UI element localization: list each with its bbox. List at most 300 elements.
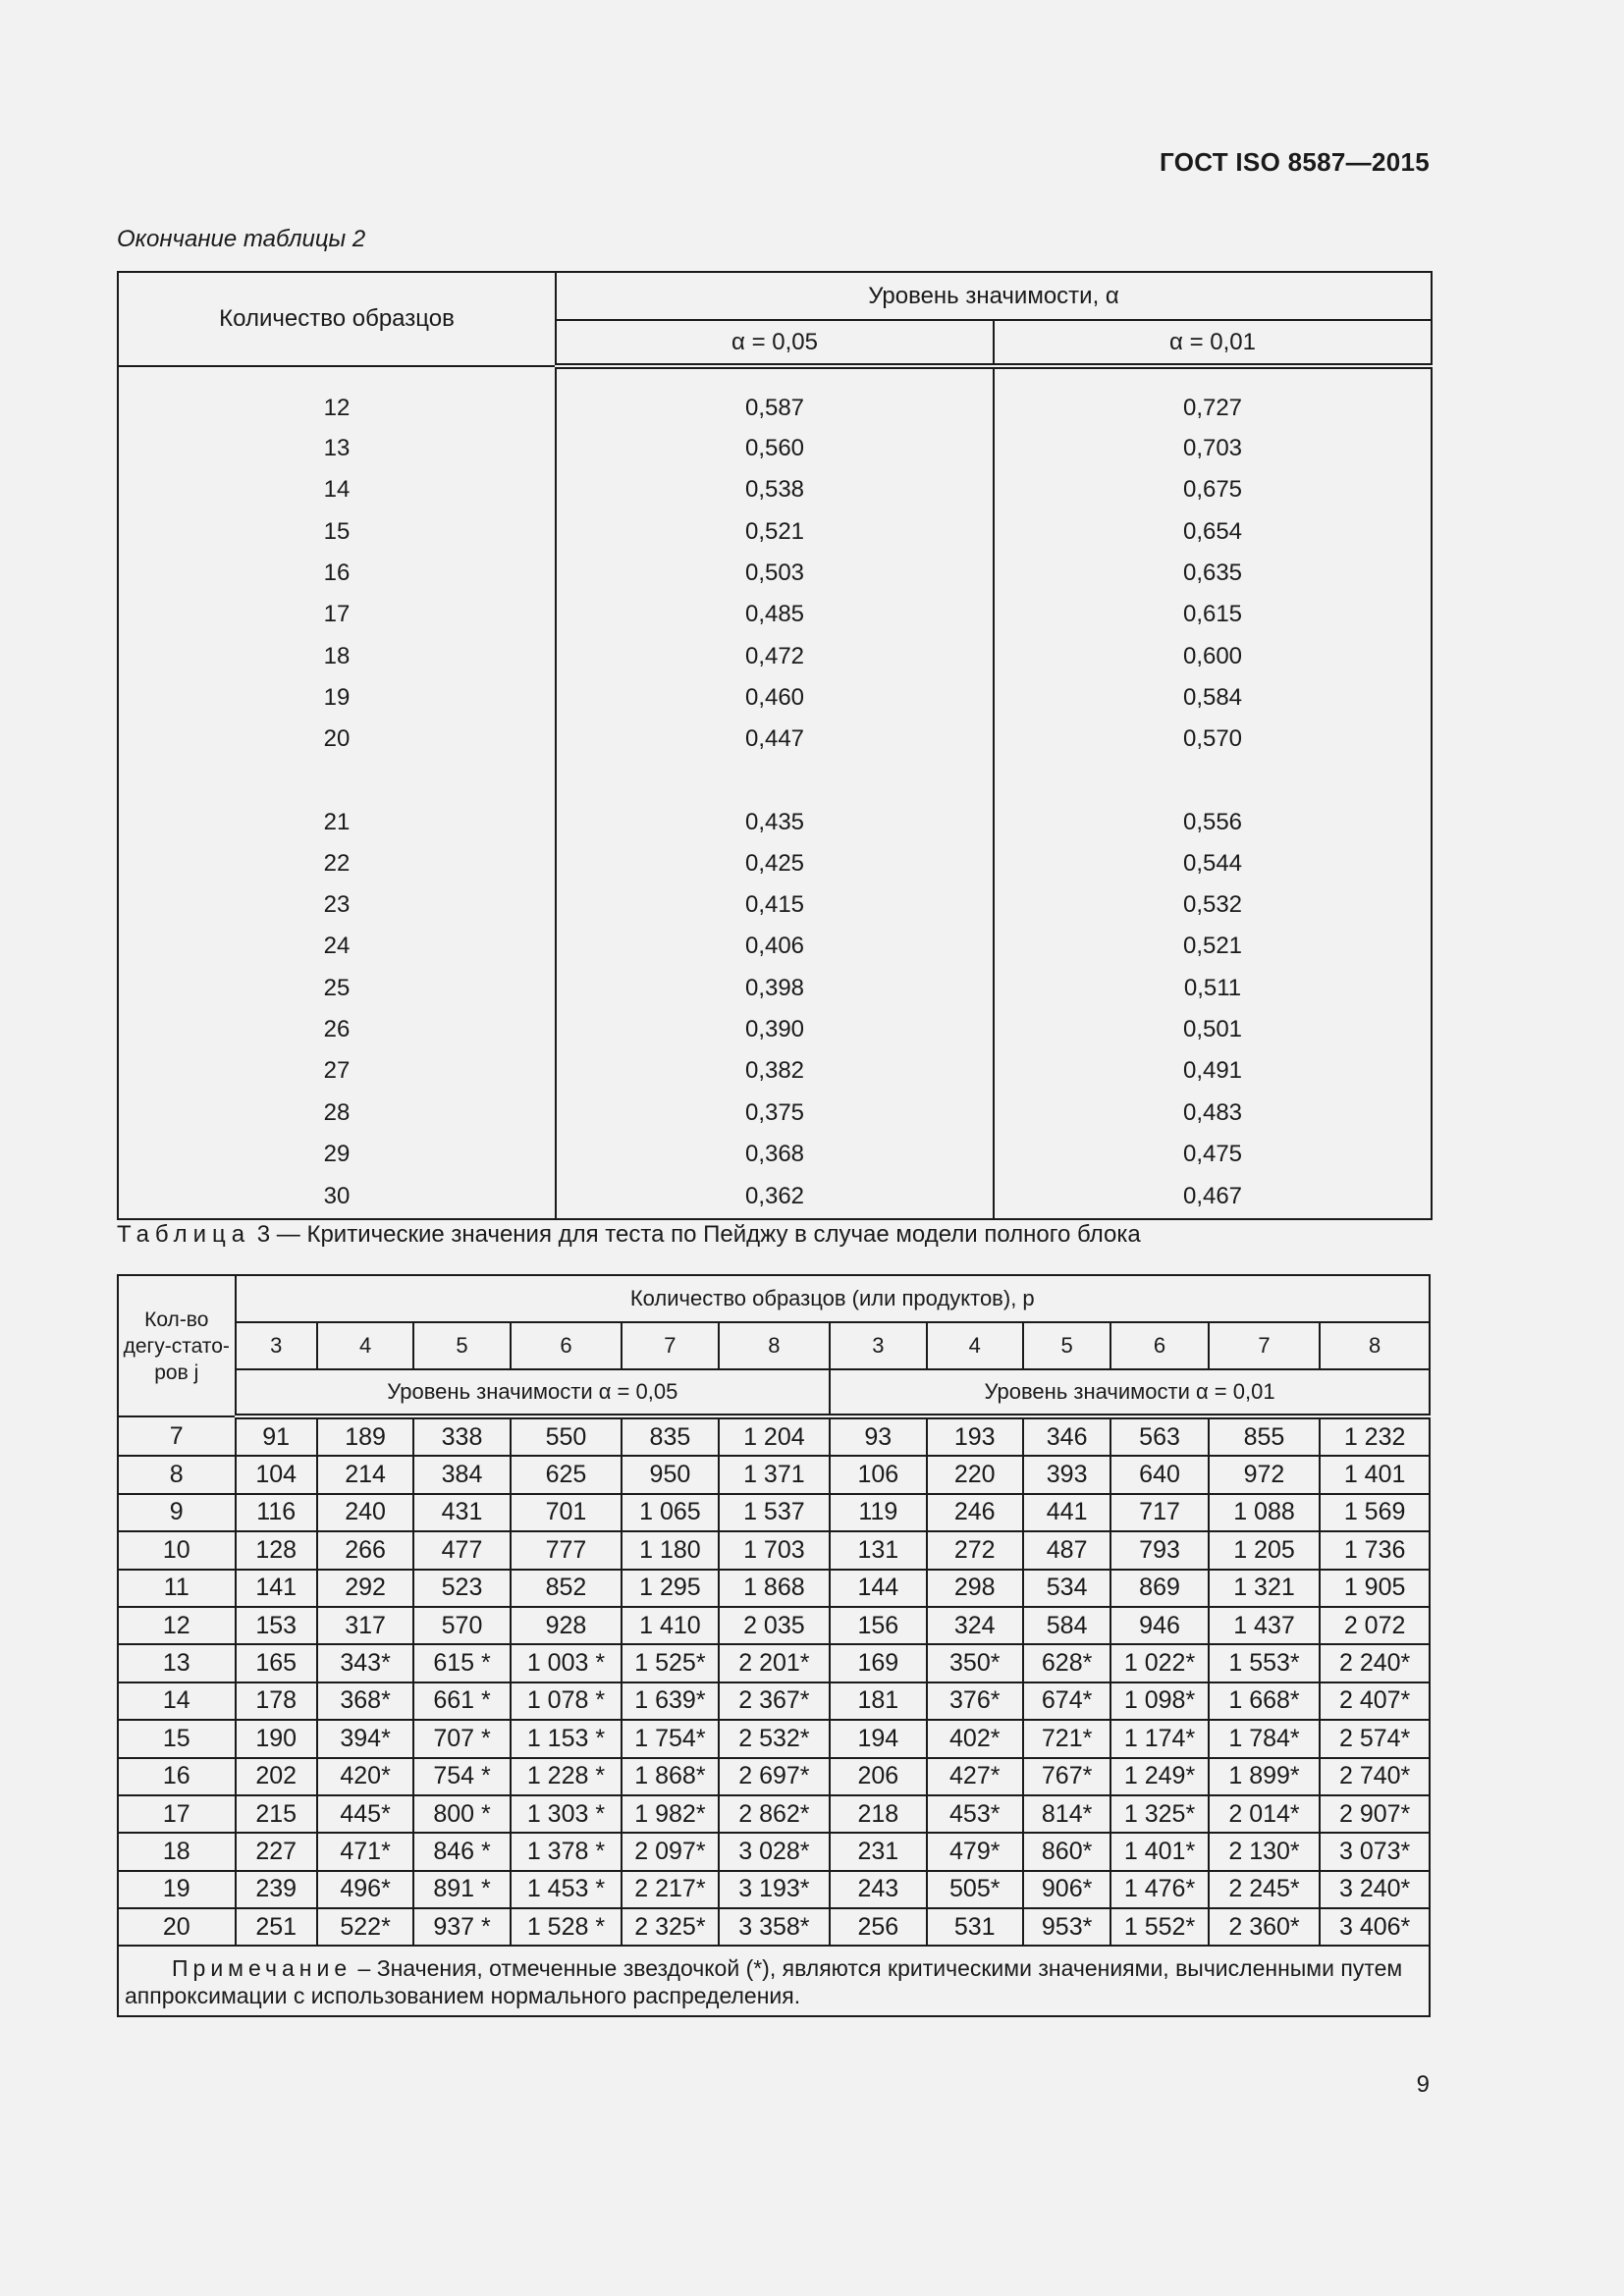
table3-cell: 2 360* bbox=[1209, 1908, 1320, 1946]
table3-cell: 869 bbox=[1110, 1570, 1208, 1607]
table2-cell: 0,654 bbox=[994, 511, 1432, 553]
table3-cell: 835 bbox=[622, 1416, 718, 1456]
table3-cell: 384 bbox=[413, 1456, 510, 1493]
table3-cell: 1 205 bbox=[1209, 1531, 1320, 1569]
table3-cell: 570 bbox=[413, 1607, 510, 1644]
table2-row bbox=[118, 719, 1432, 760]
table3-note-row bbox=[118, 1946, 1430, 2016]
table2-row bbox=[118, 469, 1432, 510]
table3-cell: 1 537 bbox=[719, 1494, 830, 1531]
table3-cell: 3 240* bbox=[1320, 1871, 1430, 1908]
table3-cell: 2 862* bbox=[719, 1795, 830, 1833]
table3-cell: 91 bbox=[236, 1416, 317, 1456]
table2-cell: 0,382 bbox=[556, 1050, 994, 1092]
table2-cell: 0,675 bbox=[994, 469, 1432, 510]
table3-tasters-cell: 9 bbox=[118, 1494, 236, 1531]
table3-cell: 1 174* bbox=[1110, 1720, 1208, 1757]
table3-cell: 2 245* bbox=[1209, 1871, 1320, 1908]
table2-cell: 0,570 bbox=[994, 719, 1432, 760]
table3-row bbox=[118, 1570, 1430, 1607]
table2-cell: 0,485 bbox=[556, 594, 994, 635]
table2-row bbox=[118, 594, 1432, 635]
table2-row bbox=[118, 366, 1432, 428]
table2-row bbox=[118, 1092, 1432, 1133]
table3-cell: 431 bbox=[413, 1494, 510, 1531]
table3-header-level-005: Уровень значимости α = 0,05 bbox=[236, 1369, 831, 1416]
table3-tasters-cell: 18 bbox=[118, 1833, 236, 1870]
table3-cell: 1 552* bbox=[1110, 1908, 1208, 1946]
table3-cell: 1 022* bbox=[1110, 1644, 1208, 1682]
table2-cell: 0,435 bbox=[556, 801, 994, 842]
table2-row bbox=[118, 511, 1432, 553]
table3-row bbox=[118, 1908, 1430, 1946]
table3-tasters-cell: 10 bbox=[118, 1531, 236, 1569]
table2-cell: 0,501 bbox=[994, 1009, 1432, 1050]
table2-header-alpha-001: α = 0,01 bbox=[994, 320, 1432, 366]
table2-cell: 0,362 bbox=[556, 1175, 994, 1219]
table2-cell: 0,503 bbox=[556, 553, 994, 594]
table2-row bbox=[118, 1050, 1432, 1092]
table3-cell: 343* bbox=[317, 1644, 413, 1682]
table3-p-value: 5 bbox=[1023, 1322, 1110, 1369]
table3-cell: 324 bbox=[927, 1607, 1023, 1644]
table3-cell: 534 bbox=[1023, 1570, 1110, 1607]
table2-cell bbox=[994, 760, 1432, 801]
table3-row bbox=[118, 1795, 1430, 1833]
table2-cell: 0,472 bbox=[556, 635, 994, 676]
table3-cell: 1 528 * bbox=[511, 1908, 622, 1946]
table2-cell: 21 bbox=[118, 801, 556, 842]
table2-cell: 0,584 bbox=[994, 677, 1432, 719]
table2-caption: Окончание таблицы 2 bbox=[117, 226, 366, 252]
table3-cell: 3 073* bbox=[1320, 1833, 1430, 1870]
table2-cell: 12 bbox=[118, 366, 556, 428]
table3-tasters-cell: 20 bbox=[118, 1908, 236, 1946]
table3-p-value: 8 bbox=[1320, 1322, 1430, 1369]
table2-cell: 0,615 bbox=[994, 594, 1432, 635]
table2-header-samples: Количество образцов bbox=[118, 272, 556, 366]
table3-cell: 427* bbox=[927, 1758, 1023, 1795]
table3-cell: 1 295 bbox=[622, 1570, 718, 1607]
table3-cell: 2 072 bbox=[1320, 1607, 1430, 1644]
table2-cell: 0,556 bbox=[994, 801, 1432, 842]
table2-cell: 0,587 bbox=[556, 366, 994, 428]
table3-cell: 156 bbox=[830, 1607, 926, 1644]
table3-cell: 394* bbox=[317, 1720, 413, 1757]
table3-cell: 891 * bbox=[413, 1871, 510, 1908]
table3-cell: 1 905 bbox=[1320, 1570, 1430, 1607]
table3-note bbox=[118, 1946, 1430, 2016]
table3-cell: 2 014* bbox=[1209, 1795, 1320, 1833]
table2-row bbox=[118, 635, 1432, 676]
table3-cell: 272 bbox=[927, 1531, 1023, 1569]
table3-cell: 496* bbox=[317, 1871, 413, 1908]
table3-cell: 1 868 bbox=[719, 1570, 830, 1607]
table3-tasters-cell: 17 bbox=[118, 1795, 236, 1833]
table3-row bbox=[118, 1682, 1430, 1720]
table2-cell: 0,532 bbox=[994, 884, 1432, 926]
table3-cell: 855 bbox=[1209, 1416, 1320, 1456]
table3-cell: 2 697* bbox=[719, 1758, 830, 1795]
table2-cell: 0,368 bbox=[556, 1134, 994, 1175]
table3-cell: 206 bbox=[830, 1758, 926, 1795]
table3-cell: 1 088 bbox=[1209, 1494, 1320, 1531]
table3-cell: 420* bbox=[317, 1758, 413, 1795]
table3-cell: 953* bbox=[1023, 1908, 1110, 1946]
table3-cell: 298 bbox=[927, 1570, 1023, 1607]
table3-cell: 1 476* bbox=[1110, 1871, 1208, 1908]
table3-cell: 860* bbox=[1023, 1833, 1110, 1870]
table3-cell: 240 bbox=[317, 1494, 413, 1531]
table3-cell: 1 003 * bbox=[511, 1644, 622, 1682]
table3-cell: 1 410 bbox=[622, 1607, 718, 1644]
table3-cell: 1 437 bbox=[1209, 1607, 1320, 1644]
table3-cell: 2 035 bbox=[719, 1607, 830, 1644]
table3-cell: 194 bbox=[830, 1720, 926, 1757]
table3-cell: 628* bbox=[1023, 1644, 1110, 1682]
table3-cell: 153 bbox=[236, 1607, 317, 1644]
table3-cell: 243 bbox=[830, 1871, 926, 1908]
table3-p-value: 3 bbox=[830, 1322, 926, 1369]
table3-cell: 531 bbox=[927, 1908, 1023, 1946]
table3-p-value: 5 bbox=[413, 1322, 510, 1369]
table2-cell: 0,375 bbox=[556, 1092, 994, 1133]
table3-tasters-cell: 7 bbox=[118, 1416, 236, 1456]
table3-cell: 661 * bbox=[413, 1682, 510, 1720]
table2-cell: 30 bbox=[118, 1175, 556, 1219]
table3-cell: 368* bbox=[317, 1682, 413, 1720]
table2-row bbox=[118, 884, 1432, 926]
table2-row bbox=[118, 926, 1432, 967]
table3-cell: 2 907* bbox=[1320, 1795, 1430, 1833]
table3-cell: 189 bbox=[317, 1416, 413, 1456]
table3-cell: 1 228 * bbox=[511, 1758, 622, 1795]
table3-cell: 701 bbox=[511, 1494, 622, 1531]
table3-cell: 505* bbox=[927, 1871, 1023, 1908]
table2-cell: 0,544 bbox=[994, 843, 1432, 884]
table3-cell: 2 367* bbox=[719, 1682, 830, 1720]
table3-cell: 1 303 * bbox=[511, 1795, 622, 1833]
table2-cell: 0,511 bbox=[994, 968, 1432, 1009]
table3-row bbox=[118, 1833, 1430, 1870]
table2-cell: 18 bbox=[118, 635, 556, 676]
table3-cell: 1 078 * bbox=[511, 1682, 622, 1720]
table3-cell: 93 bbox=[830, 1416, 926, 1456]
table3 bbox=[117, 1274, 1431, 2017]
table2-cell: 27 bbox=[118, 1050, 556, 1092]
table3-cell: 2 407* bbox=[1320, 1682, 1430, 1720]
table3-caption bbox=[117, 1221, 1141, 1249]
table3-cell: 937 * bbox=[413, 1908, 510, 1946]
table3-cell: 1 180 bbox=[622, 1531, 718, 1569]
table3-p-value: 6 bbox=[1110, 1322, 1208, 1369]
table2-cell: 0,425 bbox=[556, 843, 994, 884]
table3-cell: 479* bbox=[927, 1833, 1023, 1870]
table3-cell: 1 668* bbox=[1209, 1682, 1320, 1720]
table2-row bbox=[118, 1134, 1432, 1175]
table3-cell: 453* bbox=[927, 1795, 1023, 1833]
table3-cell: 1 321 bbox=[1209, 1570, 1320, 1607]
table3-cell: 1 736 bbox=[1320, 1531, 1430, 1569]
table3-row bbox=[118, 1758, 1430, 1795]
table2-cell: 0,460 bbox=[556, 677, 994, 719]
table2-cell: 19 bbox=[118, 677, 556, 719]
table3-cell: 584 bbox=[1023, 1607, 1110, 1644]
table2-row bbox=[118, 428, 1432, 469]
table2-cell: 24 bbox=[118, 926, 556, 967]
table2-row bbox=[118, 553, 1432, 594]
table2-cell: 0,467 bbox=[994, 1175, 1432, 1219]
table2 bbox=[117, 271, 1433, 1220]
table2-cell: 0,406 bbox=[556, 926, 994, 967]
table3-cell: 777 bbox=[511, 1531, 622, 1569]
table2-cell: 23 bbox=[118, 884, 556, 926]
table2-row bbox=[118, 968, 1432, 1009]
table2-cell: 0,390 bbox=[556, 1009, 994, 1050]
table3-cell: 1 249* bbox=[1110, 1758, 1208, 1795]
table3-cell: 793 bbox=[1110, 1531, 1208, 1569]
table2-body bbox=[118, 366, 1432, 1219]
table2-cell: 13 bbox=[118, 428, 556, 469]
table3-cell: 1 525* bbox=[622, 1644, 718, 1682]
table3-cell: 1 754* bbox=[622, 1720, 718, 1757]
table3-cell: 1 784* bbox=[1209, 1720, 1320, 1757]
table3-cell: 1 899* bbox=[1209, 1758, 1320, 1795]
table3-row bbox=[118, 1871, 1430, 1908]
table3-cell: 350* bbox=[927, 1644, 1023, 1682]
table3-p-value: 4 bbox=[317, 1322, 413, 1369]
table2-cell: 0,703 bbox=[994, 428, 1432, 469]
table3-tasters-cell: 11 bbox=[118, 1570, 236, 1607]
table3-cell: 445* bbox=[317, 1795, 413, 1833]
table2-cell bbox=[118, 760, 556, 801]
table3-cell: 1 378 * bbox=[511, 1833, 622, 1870]
table3-header-samples: Количество образцов (или продуктов), p bbox=[236, 1275, 1430, 1322]
table3-cell: 402* bbox=[927, 1720, 1023, 1757]
table2-cell: 0,398 bbox=[556, 968, 994, 1009]
table3-cell: 1 153 * bbox=[511, 1720, 622, 1757]
table3-cell: 131 bbox=[830, 1531, 926, 1569]
table3-cell: 256 bbox=[830, 1908, 926, 1946]
table3-cell: 376* bbox=[927, 1682, 1023, 1720]
page-number: 9 bbox=[1416, 2071, 1430, 2098]
table3-cell: 1 401* bbox=[1110, 1833, 1208, 1870]
table3-note-text: – Значения, отмеченные звездочкой (*), являются критическими значениями, вычисленными путем аппроксимации с использованием нормального распределения. bbox=[125, 1955, 1403, 2009]
table2-cell: 15 bbox=[118, 511, 556, 553]
table2-cell: 22 bbox=[118, 843, 556, 884]
table3-cell: 800 * bbox=[413, 1795, 510, 1833]
table2-cell: 17 bbox=[118, 594, 556, 635]
table3-cell: 928 bbox=[511, 1607, 622, 1644]
table3-cell: 338 bbox=[413, 1416, 510, 1456]
table3-tasters-cell: 14 bbox=[118, 1682, 236, 1720]
table2-header-alpha-005: α = 0,05 bbox=[556, 320, 994, 366]
table3-header-level-001: Уровень значимости α = 0,01 bbox=[830, 1369, 1430, 1416]
table3-row bbox=[118, 1531, 1430, 1569]
table3-p-value: 7 bbox=[1209, 1322, 1320, 1369]
table3-cell: 707 * bbox=[413, 1720, 510, 1757]
table3-note-label: Примечание bbox=[172, 1955, 352, 1982]
table3-cell: 104 bbox=[236, 1456, 317, 1493]
table3-cell: 116 bbox=[236, 1494, 317, 1531]
table3-header-tasters: Кол-во дегу-стато-ров j bbox=[118, 1275, 236, 1416]
table3-cell: 1 401 bbox=[1320, 1456, 1430, 1493]
table3-tasters-cell: 12 bbox=[118, 1607, 236, 1644]
table2-cell: 16 bbox=[118, 553, 556, 594]
table2-cell: 29 bbox=[118, 1134, 556, 1175]
table3-cell: 220 bbox=[927, 1456, 1023, 1493]
table3-cell: 1 868* bbox=[622, 1758, 718, 1795]
table3-cell: 846 * bbox=[413, 1833, 510, 1870]
table3-cell: 1 325* bbox=[1110, 1795, 1208, 1833]
table2-row bbox=[118, 677, 1432, 719]
table3-cell: 1 453 * bbox=[511, 1871, 622, 1908]
table3-cell: 441 bbox=[1023, 1494, 1110, 1531]
table2-cell: 14 bbox=[118, 469, 556, 510]
table3-cell: 814* bbox=[1023, 1795, 1110, 1833]
table3-cell: 218 bbox=[830, 1795, 926, 1833]
table3-p-value: 6 bbox=[511, 1322, 622, 1369]
table3-cell: 615 * bbox=[413, 1644, 510, 1682]
table3-row bbox=[118, 1416, 1430, 1456]
document-code: ГОСТ ISO 8587—2015 bbox=[1160, 147, 1430, 177]
table3-cell: 181 bbox=[830, 1682, 926, 1720]
table3-row bbox=[118, 1456, 1430, 1493]
table3-cell: 1 982* bbox=[622, 1795, 718, 1833]
table3-cell: 2 574* bbox=[1320, 1720, 1430, 1757]
table3-cell: 1 098* bbox=[1110, 1682, 1208, 1720]
table2-cell: 0,491 bbox=[994, 1050, 1432, 1092]
table2-cell bbox=[556, 760, 994, 801]
table3-tasters-cell: 19 bbox=[118, 1871, 236, 1908]
table3-p-value: 3 bbox=[236, 1322, 317, 1369]
table2-row bbox=[118, 1175, 1432, 1219]
table3-cell: 393 bbox=[1023, 1456, 1110, 1493]
table3-cell: 906* bbox=[1023, 1871, 1110, 1908]
table3-row bbox=[118, 1607, 1430, 1644]
table3-cell: 214 bbox=[317, 1456, 413, 1493]
table2-cell: 0,727 bbox=[994, 366, 1432, 428]
table3-cell: 141 bbox=[236, 1570, 317, 1607]
table3-cell: 227 bbox=[236, 1833, 317, 1870]
table3-cell: 2 201* bbox=[719, 1644, 830, 1682]
table3-tasters-cell: 8 bbox=[118, 1456, 236, 1493]
table3-cell: 3 406* bbox=[1320, 1908, 1430, 1946]
table3-cell: 239 bbox=[236, 1871, 317, 1908]
table3-p-value: 7 bbox=[622, 1322, 718, 1369]
table3-cell: 717 bbox=[1110, 1494, 1208, 1531]
table3-cell: 767* bbox=[1023, 1758, 1110, 1795]
table3-cell: 754 * bbox=[413, 1758, 510, 1795]
table3-cell: 2 240* bbox=[1320, 1644, 1430, 1682]
table3-cell: 625 bbox=[511, 1456, 622, 1493]
table3-cell: 193 bbox=[927, 1416, 1023, 1456]
table3-cell: 852 bbox=[511, 1570, 622, 1607]
table3-cell: 169 bbox=[830, 1644, 926, 1682]
table3-cell: 1 371 bbox=[719, 1456, 830, 1493]
table3-cell: 721* bbox=[1023, 1720, 1110, 1757]
table2-cell: 0,521 bbox=[556, 511, 994, 553]
table3-cell: 3 028* bbox=[719, 1833, 830, 1870]
table3-tasters-cell: 13 bbox=[118, 1644, 236, 1682]
table3-cell: 2 532* bbox=[719, 1720, 830, 1757]
table3-cell: 674* bbox=[1023, 1682, 1110, 1720]
table2-cell: 0,560 bbox=[556, 428, 994, 469]
table3-cell: 563 bbox=[1110, 1416, 1208, 1456]
table3-cell: 487 bbox=[1023, 1531, 1110, 1569]
table3-cell: 178 bbox=[236, 1682, 317, 1720]
table3-cell: 2 130* bbox=[1209, 1833, 1320, 1870]
table3-cell: 1 553* bbox=[1209, 1644, 1320, 1682]
table3-cell: 202 bbox=[236, 1758, 317, 1795]
table3-cell: 144 bbox=[830, 1570, 926, 1607]
table3-row bbox=[118, 1644, 1430, 1682]
table3-cell: 1 569 bbox=[1320, 1494, 1430, 1531]
table2-cell: 0,538 bbox=[556, 469, 994, 510]
table3-cell: 471* bbox=[317, 1833, 413, 1870]
table3-cell: 523 bbox=[413, 1570, 510, 1607]
table3-tasters-cell: 15 bbox=[118, 1720, 236, 1757]
table2-cell: 20 bbox=[118, 719, 556, 760]
table2-cell: 0,475 bbox=[994, 1134, 1432, 1175]
table2-cell: 26 bbox=[118, 1009, 556, 1050]
table3-cell: 1 065 bbox=[622, 1494, 718, 1531]
table3-cell: 266 bbox=[317, 1531, 413, 1569]
table3-cell: 165 bbox=[236, 1644, 317, 1682]
table3-cell: 128 bbox=[236, 1531, 317, 1569]
table2-cell: 25 bbox=[118, 968, 556, 1009]
table2-row bbox=[118, 1009, 1432, 1050]
table3-cell: 946 bbox=[1110, 1607, 1208, 1644]
table2-spacer-row bbox=[118, 760, 1432, 801]
table3-row bbox=[118, 1494, 1430, 1531]
table3-cell: 215 bbox=[236, 1795, 317, 1833]
table3-cell: 1 703 bbox=[719, 1531, 830, 1569]
table2-cell: 0,447 bbox=[556, 719, 994, 760]
table3-cell: 1 639* bbox=[622, 1682, 718, 1720]
table2-row bbox=[118, 801, 1432, 842]
table3-cell: 477 bbox=[413, 1531, 510, 1569]
table3-cell: 640 bbox=[1110, 1456, 1208, 1493]
table3-cell: 119 bbox=[830, 1494, 926, 1531]
table3-cell: 1 232 bbox=[1320, 1416, 1430, 1456]
table3-p-values-row bbox=[118, 1322, 1430, 1369]
table3-p-value: 8 bbox=[719, 1322, 830, 1369]
table3-cell: 346 bbox=[1023, 1416, 1110, 1456]
table3-cell: 950 bbox=[622, 1456, 718, 1493]
table2-cell: 0,600 bbox=[994, 635, 1432, 676]
table3-cell: 231 bbox=[830, 1833, 926, 1870]
table3-cell: 3 358* bbox=[719, 1908, 830, 1946]
table2-cell: 28 bbox=[118, 1092, 556, 1133]
table3-cell: 246 bbox=[927, 1494, 1023, 1531]
table3-cell: 550 bbox=[511, 1416, 622, 1456]
table3-cell: 2 740* bbox=[1320, 1758, 1430, 1795]
table3-caption-text: 3 — Критические значения для теста по Пейджу в случае модели полного блока bbox=[256, 1221, 1141, 1248]
table3-cell: 317 bbox=[317, 1607, 413, 1644]
table2-cell: 0,483 bbox=[994, 1092, 1432, 1133]
table3-body bbox=[118, 1416, 1430, 2016]
table3-cell: 972 bbox=[1209, 1456, 1320, 1493]
table3-cell: 522* bbox=[317, 1908, 413, 1946]
table3-cell: 3 193* bbox=[719, 1871, 830, 1908]
table2-cell: 0,415 bbox=[556, 884, 994, 926]
table3-p-value: 4 bbox=[927, 1322, 1023, 1369]
table3-cell: 106 bbox=[830, 1456, 926, 1493]
table3-cell: 2 217* bbox=[622, 1871, 718, 1908]
table3-tasters-cell: 16 bbox=[118, 1758, 236, 1795]
table2-cell: 0,521 bbox=[994, 926, 1432, 967]
